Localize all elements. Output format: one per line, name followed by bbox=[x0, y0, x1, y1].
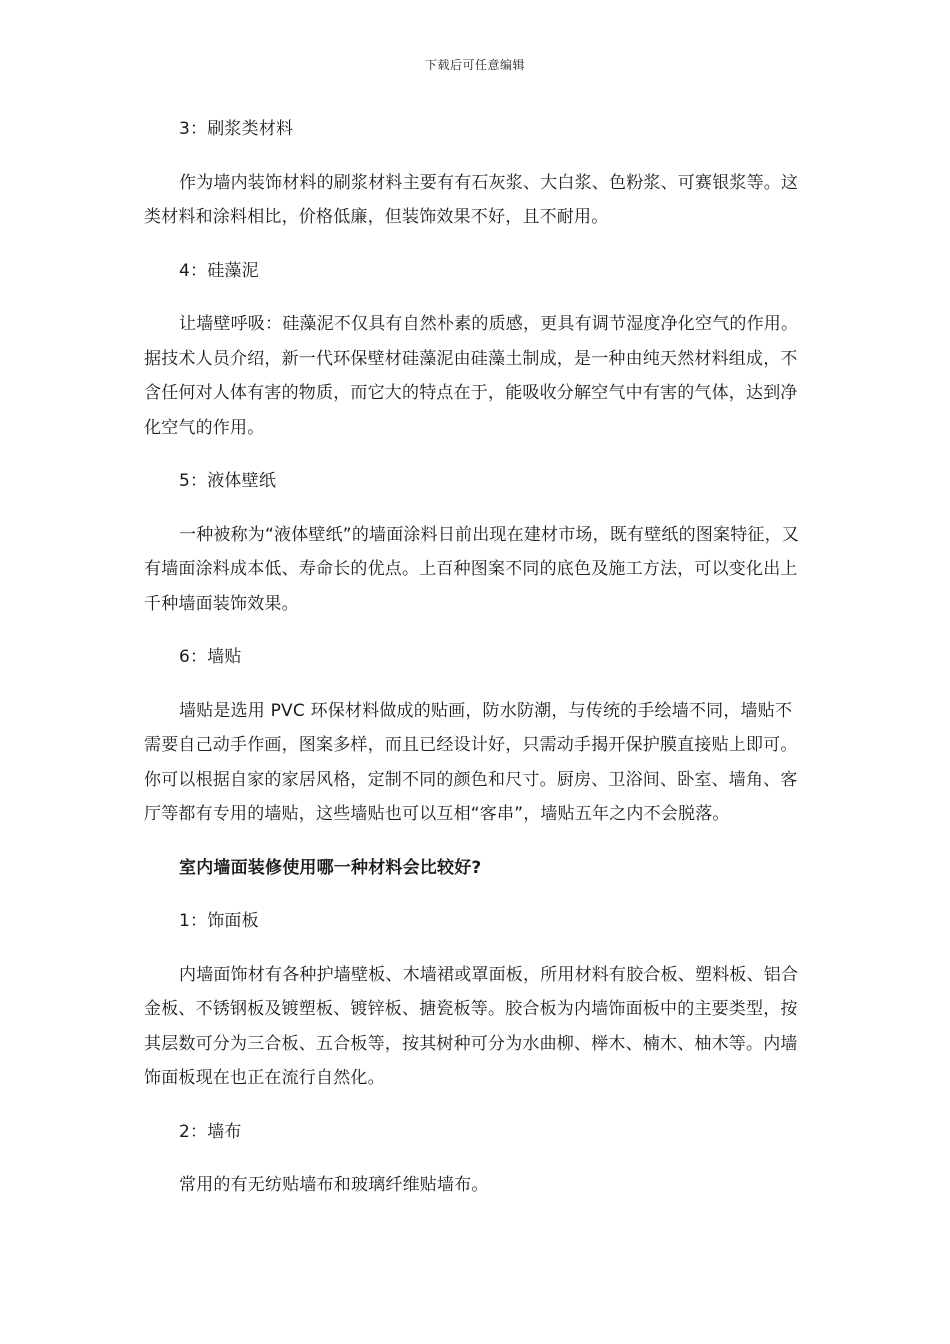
section-heading-diatom-mud: 4：硅藻泥 bbox=[179, 260, 259, 281]
paragraph-liquid-wallpaper: 一种被称为“液体壁纸”的墙面涂料日前出现在建材市场，既有壁纸的图案特征，又有墙面涂料成本低、寿命长的优点。上百种图案不同的底色及施工方法，可以变化出上千种墙面装饰效果。 bbox=[144, 524, 800, 614]
question-heading: 室内墙面装修使用哪一种材料会比较好? bbox=[179, 857, 482, 878]
section-heading-wall-cloth: 2：墙布 bbox=[179, 1121, 242, 1142]
section-heading-wall-stickers: 6：墙贴 bbox=[179, 647, 242, 667]
section-heading-brush-materials: 3：刷浆类材料 bbox=[179, 119, 294, 139]
paragraph-brush-materials: 作为墙内装饰材料的刷浆材料主要有有石灰浆、大白浆、色粉浆、可赛银浆等。这类材料和涂料相比，价格低廉，但装饰效果不好，且不耐用。 bbox=[144, 172, 799, 227]
paragraph-diatom-mud: 让墙壁呼吸：硅藻泥不仅具有自然朴素的质感，更具有调节湿度净化空气的作用。据技术人员介绍，新一代环保壁材硅藻泥由硅藻土制成，是一种由纯天然材料组成，不含任何对人体有害的物质，而它大的特点在于，能吸收分解空气中有害的气体，达到净化空气的作用。 bbox=[144, 314, 799, 438]
paragraph-wall-stickers: 墙贴是选用 PVC 环保材料做成的贴画，防水防潮，与传统的手绘墙不同，墙贴不需要自己动手作画，图案多样，而且已经设计好，只需动手揭开保护膜直接贴上即可。你可以根据自家的家居风格，定制不同的颜色和尺寸。厨房、卫浴间、卧室、墙角、客厅等都有专用的墙贴，这些墙贴也可以互相“客串”，墙贴五年之内不会脱落。 bbox=[144, 700, 798, 824]
paragraph-wall-cloth: 常用的有无纺贴墙布和玻璃纤维贴墙布。 bbox=[179, 1175, 489, 1195]
paragraph-veneer-board: 内墙面饰材有各种护墙壁板、木墙裙或罩面板，所用材料有胶合板、塑料板、铝合金板、不锈钢板及镀塑板、镀锌板、搪瓷板等。胶合板为内墙饰面板中的主要类型，按其层数可分为三合板、五合板等，按其树种可分为水曲柳、榉木、楠木、柚木等。内墙饰面板现在也正在流行自然化。 bbox=[144, 964, 799, 1088]
section-heading-liquid-wallpaper: 5：液体壁纸 bbox=[179, 471, 277, 491]
page-header: 下载后可任意编辑 bbox=[424, 58, 525, 72]
document-body bbox=[144, 112, 809, 1222]
section-heading-veneer-board: 1：饰面板 bbox=[179, 911, 259, 931]
